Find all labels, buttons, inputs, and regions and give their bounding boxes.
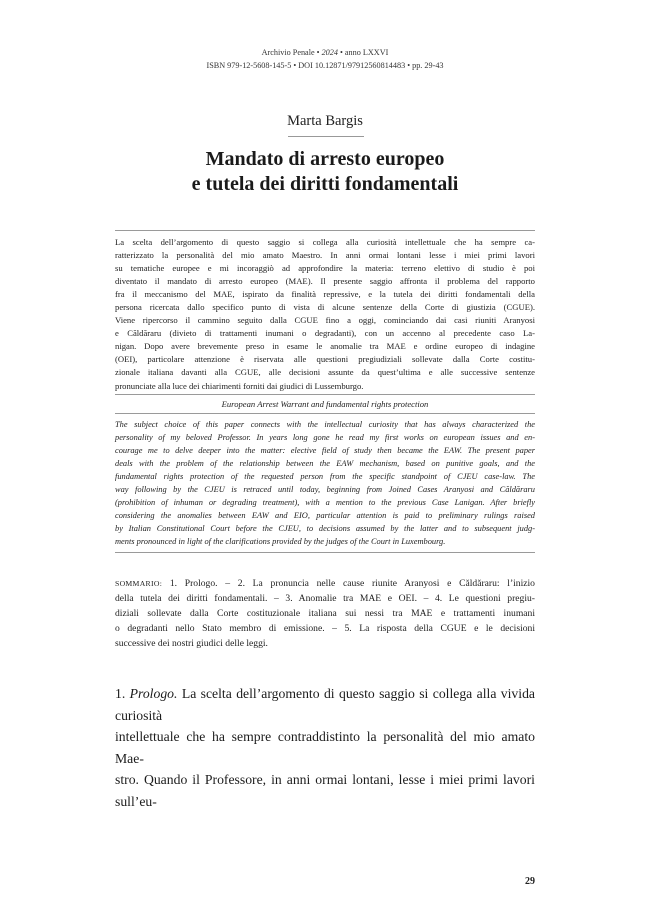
abstract-line: (OEI), particolare attenzione è riservata alle questioni pregiudiziali sollevate dalla Corte costitu- [115, 354, 535, 365]
abstract-line: ratterizzato la personalità del mio amato Maestro. In anni ormai lontani lesse i miei primi lavori [115, 250, 535, 261]
english-abstract-title: European Arrest Warrant and fundamental rights protection [221, 399, 429, 409]
abstract-middle-rule [115, 394, 535, 395]
title-line: Mandato di arresto europeo [205, 148, 445, 170]
abstract-top-rule [115, 230, 535, 231]
body-text: La scelta dell’argomento di questo saggio si collega alla vivida curiosità [115, 686, 536, 723]
abstract-line: fra il meccanismo del MAE, ispirato da finalità repressive, e la tutela dei diritti fondamentali della [115, 289, 535, 300]
abstract-line: courage me to delve deeper into the matter: elective field of study then became the EAW. The present paper [115, 446, 535, 456]
journal-name: Archivio Penale [261, 48, 315, 57]
summary-line: successive dei nostri giudici delle leggi. [115, 638, 268, 649]
abstract-line: deals with the problem of the relationship between the EAW mechanism, based on punitive goals, and the [115, 459, 535, 469]
abstract-english [115, 418, 535, 548]
journal-volume: anno LXXVI [344, 48, 389, 57]
abstract-english-title-rule [115, 413, 535, 414]
table-of-contents [115, 576, 535, 651]
abstract-line: e Căldăraru (divieto di trattamenti inumani o degradanti), con un accenno al precedente caso La- [115, 328, 535, 339]
body-paragraph [115, 683, 535, 812]
separator: • [314, 48, 322, 57]
abstract-line: zionale italiana davanti alla CGUE, alle decisioni assunte da quest’ultima e alle successive sentenze [115, 367, 535, 378]
page-number: 29 [525, 876, 535, 887]
abstract-line: La scelta dell’argomento di questo saggio si collega alla curiosità intellettuale che ha sempre ca- [115, 237, 535, 247]
summary-label: SOMMARIO: [115, 579, 163, 588]
abstract-line: The subject choice of this paper connects with the intellectual curiosity that has always characterized the [115, 420, 535, 429]
article-title [0, 147, 650, 197]
abstract-bottom-rule [115, 552, 535, 553]
abstract-line: way following by the CJEU is retraced until today, beginning from Joined Cases Aranyosi and Căldăraru [115, 485, 535, 495]
author-name: Marta Bargis [287, 113, 363, 129]
summary-line: diziali sollevate dalla Corte costituzionale italiana sui nessi tra MAE e trattamenti inumani [115, 608, 535, 619]
section-title: Prologo. [129, 686, 178, 701]
abstract-line: su tematiche europee e mi incoraggiò ad approfondire la materia: terreno elettivo di studio è poi [115, 263, 535, 274]
abstract-line: by Italian Constitutional Court before the CJEU, to decisions assumed by the latter and to subsequent judg- [115, 524, 535, 534]
abstract-line: pronunciate alla luce dei chiarimenti forniti dai giudici di Lussemburgo. [115, 380, 364, 391]
abstract-italian [115, 236, 535, 393]
body-line: intellettuale che ha sempre contraddistinto la personalità del mio amato Mae- [115, 729, 535, 766]
running-header [0, 46, 650, 72]
body-line [115, 683, 535, 726]
abstract-line: diventato il mandato di arresto europeo (MAE). Il presente saggio affronta il problema del rapporto [115, 276, 535, 287]
author-divider [288, 136, 364, 137]
abstract-line: fundamental rights protection of the requested person from the specific standpoint of CJEU case-law. The [115, 472, 535, 482]
isbn-doi-line: ISBN 979-12-5608-145-5 • DOI 10.12871/97912560814483 • pp. 29-43 [206, 61, 444, 70]
title-line: e tutela dei diritti fondamentali [191, 173, 459, 195]
summary-line: o degradanti nello Stato membro di emissione. – 5. La risposta della CGUE e le decisioni [115, 623, 535, 634]
section-number: 1. [115, 686, 126, 701]
summary-line [115, 576, 535, 591]
abstract-line: ments pronounced in light of the clarifications provided by the judges of the Court in Luxembourg. [115, 537, 446, 547]
abstract-line: nigan. Dopo avere brevemente preso in esame le anomalie tra MAE e ordine europeo di indagine [115, 341, 535, 352]
abstract-line: Viene ripercorso il cammino seguito dalla CGUE fino a oggi, cominciando dai casi riuniti Aranyosi [115, 315, 535, 326]
abstract-line: persona ricercata dallo specifico punto di vista di alcune sentenze della Corte di giustizia (CGUE). [115, 302, 535, 313]
journal-line [0, 46, 650, 59]
abstract-line: (prohibition of inhuman or degrading treatment), with a mention to the previous Case Lanigan. After briefly [115, 498, 535, 508]
summary-text: 1. Prologo. – 2. La pronuncia nelle cause riunite Aranyosi e Căldăraru: l’inizio [169, 578, 535, 589]
abstract-line: considering the anomalies between EAW and EIO, particular attention is paid to preliminary rulings raised [115, 511, 535, 521]
separator: • [337, 48, 345, 57]
journal-year: 2024 [321, 48, 338, 57]
summary-line: della tutela dei diritti fondamentali. – 3. Anomalie tra MAE e OEI. – 4. Le questioni pregiu- [115, 593, 535, 604]
body-line: stro. Quando il Professore, in anni ormai lontani, lesse i miei primi lavori sull’eu- [115, 772, 535, 809]
abstract-line: personality of my beloved Professor. In years long gone he read my first works on european issues and en- [115, 433, 535, 443]
